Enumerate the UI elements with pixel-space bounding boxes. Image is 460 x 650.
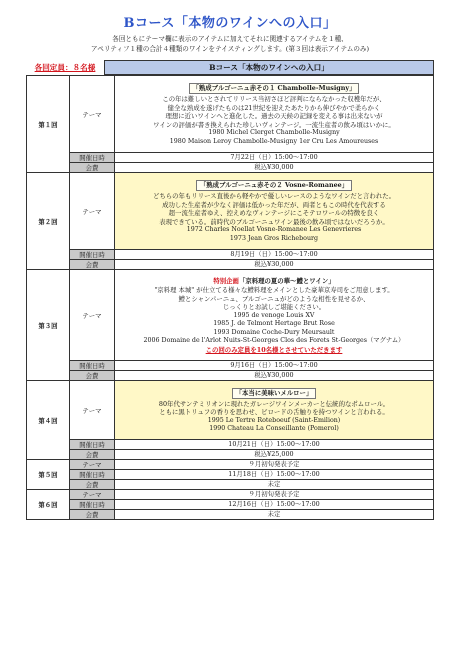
round-name: 第３回 [27,270,70,381]
round-4-fee-row [27,450,434,460]
round-date: 8月19日（日）15:00～17:00 [115,250,434,260]
round-6-theme-row [27,490,434,500]
theme-label: テーマ [70,270,115,361]
theme-title: 「熟成ブルゴーニュ赤その２ Vosne-Romanee」 [196,180,352,191]
wine-item: 1972 Charles Noellat Vosne-Romanee Les Genevrieres [186,226,362,234]
theme-desc: 健全な熟成を遂げたものは21世紀を迎えたあたりから伸びやかで柔らかく [167,103,381,112]
wine-item: 1980 Maison Leroy Chambolle-Musigny 1er Cru Les Amoureuses [169,137,379,145]
theme-desc: ワインの評価が書き換えられた珍しいヴィンテージ。一流生産者の飲み頃はいかに。 [153,120,395,129]
wine-item: 1995 Le Tertre Roteboeuf (Saint-Emilion) [207,416,341,424]
wine-item: 1990 Chateau La Conseillante (Pomerol) [209,425,339,433]
special-badge: 特別企画 [213,277,239,286]
round-2-date-row [27,250,434,260]
date-label: 開催日時 [70,440,115,450]
round-date: 11月18日（日）15:00～17:00 [115,470,434,480]
special-heading [117,277,431,286]
intro-text [26,34,434,54]
round-4-theme-row [27,381,434,440]
wine-item: 1985 J. de Telmont Hertage Brut Rose [213,320,335,328]
wine-item: 1980 Michel Clerget Chambolle-Musigny [208,129,340,137]
round-4-theme [115,381,434,440]
round-theme: ９月初旬発表予定 [115,460,434,470]
date-label: 開催日時 [70,361,115,371]
intro-line: 各回ともにテーマ欄に表示のアイテムに加えてそれに関連するアイテムを１種、 [112,35,348,43]
theme-label: テーマ [70,173,115,250]
round-fee: 税込¥30,000 [115,371,434,381]
fee-label: 会費 [70,510,115,520]
wine-item: 2006 Domaine de l'Arlot Nuits-St-Georges Clos des Forets St-Georges（マグナム） [143,337,405,345]
intro-line: アペリティフ１種の合計４種類のワインをテイスティングします。(第３回は表示アイテムのみ) [90,45,370,53]
theme-title: 「熟成ブルゴーニュ赤その１ Chambolle-Musigny」 [189,83,360,94]
theme-desc: ともに黒トリュフの香りを思わせ、ビロードの舌触りを持つワインと言われる。 [159,408,389,417]
theme-desc: 鱧とシャンパーニュ、ブルゴーニュがどのような相性を見せるか、 [178,294,370,303]
fee-label: 会費 [70,163,115,173]
round-fee: 税込¥30,000 [115,163,434,173]
course-header: Bコース「本物のワインへの入口」 [104,60,434,75]
round-1-fee-row [27,163,434,173]
round-1-theme [115,76,434,153]
round-2-fee-row [27,260,434,270]
theme-desc: 成功した生産者が少なく評価は低かった年だが、両者ともこの時代を代表する [162,200,386,209]
round-3-theme-row [27,270,434,361]
round-6-fee-row [27,510,434,520]
round-2-theme [115,173,434,250]
theme-desc: 表現できている。前時代のブルゴーニュワイン最後の飲み頃ではないだろうか。 [159,217,389,226]
table-header-row [26,60,434,74]
round-3-theme [115,270,434,361]
round-name: 第１回 [27,76,70,173]
round-date: 10月21日（日）15:00～17:00 [115,440,434,450]
round-3-date-row [27,361,434,371]
fee-label: 会費 [70,450,115,460]
theme-desc: 理想に近いワインへと進化した。過去の天候の記録を変える事は出来ないが [165,112,383,121]
round-1-theme-row [27,76,434,153]
theme-desc: 80年代サンテミリオンに現れたガレージワインメーカーと伝統的なポムロール。 [158,399,390,408]
fee-label: 会費 [70,371,115,381]
round-6-date-row [27,500,434,510]
theme-desc: この年は難しいとされてリリース当初さほど評判にならなかった収穫年だが、 [162,95,386,104]
round-2-theme-row [27,173,434,250]
round-name: 第６回 [27,490,70,520]
round-5-date-row [27,470,434,480]
round-5-theme-row [27,460,434,470]
theme-label: テーマ [70,76,115,153]
round-fee: 未定 [115,510,434,520]
theme-title: 「本当に美味いメルロー」 [232,388,317,399]
theme-desc: "京料理 本城" が仕立てる様々な鱧料理をメインとした豪華京寿司をご用意します。 [154,285,394,294]
round-date: 9月16日（日）15:00～17:00 [115,361,434,371]
page-title: Bコース「本物のワインへの入口」 [123,16,337,31]
round-name: 第４回 [27,381,70,460]
fee-label: 会費 [70,260,115,270]
round-name: 第５回 [27,460,70,490]
round-fee: 税込¥30,000 [115,260,434,270]
date-label: 開催日時 [70,470,115,480]
round-theme: ９月初旬発表予定 [115,490,434,500]
round-name: 第２回 [27,173,70,270]
date-label: 開催日時 [70,250,115,260]
round-date: 7月22日（日）15:00～17:00 [115,153,434,163]
date-label: 開催日時 [70,500,115,510]
fee-label: 会費 [70,480,115,490]
theme-label: テーマ [70,381,115,440]
date-label: 開催日時 [70,153,115,163]
round-fee: 税込¥25,000 [115,450,434,460]
round-1-date-row [27,153,434,163]
theme-desc: 超一流生産者ゆえ、控えめなヴィンテージにこそテロワールの特徴を良く [168,209,380,218]
wine-item: 1995 de venoge Louis XV [233,311,315,319]
theme-label: テーマ [70,460,115,470]
round-4-date-row [27,440,434,450]
theme-label: テーマ [70,490,115,500]
wine-item: 1973 Jean Gros Richebourg [229,234,319,242]
round-5-fee-row [27,480,434,490]
round-fee: 未定 [115,480,434,490]
theme-desc: どちらの年もリリース直後から軽やかで優しいレースのようなワインだと言われた。 [152,192,395,201]
wine-item: 1993 Domaine Coche-Dury Meursault [213,328,335,336]
theme-title: 「京料理の夏の華～鱧とワイン」 [238,277,335,286]
capacity-note: この回のみ定員を10名様とさせていただきます [205,346,343,355]
schedule-table [26,75,434,520]
capacity-label: 各回定員：８名様 [34,62,96,72]
theme-desc: じっくりとお試しご堪能ください。 [222,303,326,312]
round-3-fee-row [27,371,434,381]
round-date: 12月16日（日）15:00～17:00 [115,500,434,510]
